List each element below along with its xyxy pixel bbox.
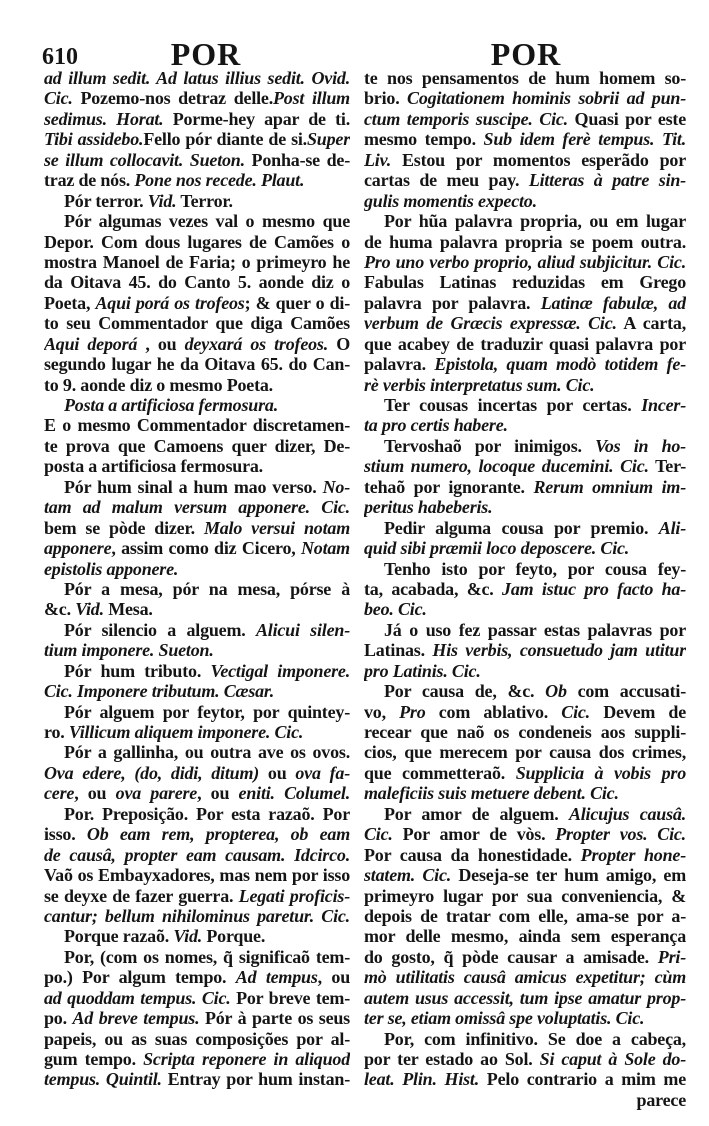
portuguese-text: Ter- (648, 456, 686, 477)
portuguese-text: , ou (74, 783, 116, 804)
portuguese-text: Porque. (202, 926, 266, 947)
latin-italic-text: maleficiis suis metuere debent. Cic. (364, 783, 619, 804)
latin-italic-text: Litteras à patre sin- (528, 170, 686, 191)
latin-italic-text: Supplicia à vobis pro (515, 762, 686, 783)
portuguese-text: brio. (364, 88, 408, 109)
portuguese-text: Terror. (176, 190, 233, 211)
text-line (44, 191, 350, 211)
text-line (364, 170, 686, 190)
text-line (364, 640, 686, 660)
text-line (364, 620, 686, 640)
latin-italic-text: epistolis apponere. (44, 558, 179, 579)
portuguese-text: E o mesmo Commentador discretamen- (44, 415, 350, 436)
text-line (364, 559, 686, 579)
portuguese-text: Pór terror. (64, 190, 148, 211)
text-line (364, 232, 686, 252)
text-line (44, 538, 350, 558)
latin-italic-text: ova parere (115, 783, 198, 804)
text-line (364, 436, 686, 456)
latin-italic-text: Liv. (364, 149, 392, 170)
latin-italic-text: Tibi assidebo. (44, 129, 144, 150)
portuguese-text: Por breve tem- (230, 987, 350, 1008)
portuguese-text: se deyxe de fazer guerra. (44, 885, 239, 906)
latin-italic-text: Cogitationem hominis sobrii ad pun- (407, 88, 686, 109)
portuguese-text: Pór algumas vezes val o mesmo que (64, 211, 350, 232)
portuguese-text: que commetteraõ. (364, 762, 516, 783)
latin-italic-text: rè verbis interpretatus sum. Cic. (364, 374, 595, 395)
portuguese-text: Por causa de, &c. (384, 681, 546, 702)
text-line (44, 559, 350, 579)
text-line (44, 620, 350, 640)
portuguese-text: Deseja-se ter hum amigo, em (451, 865, 686, 886)
text-line (44, 763, 350, 783)
latin-italic-text: pro Latinis. Cic. (364, 660, 481, 681)
portuguese-text: Pór a mesa, pór na mesa, pórse à (64, 578, 350, 599)
portuguese-text: , ou (197, 783, 239, 804)
catchword (364, 1090, 686, 1110)
latin-italic-text: statem. Cic. (364, 865, 452, 886)
portuguese-text: que acabey de traduzir quasi palavra por (364, 333, 686, 354)
text-line (44, 415, 350, 435)
portuguese-text: por ter estado ao Sol. (364, 1049, 540, 1069)
latin-italic-text: Propter vos. Cic. (555, 824, 686, 845)
text-line (364, 947, 686, 967)
portuguese-text: da Oitava 45. do Canto 5. aonde diz o (44, 272, 350, 293)
portuguese-text: posta a artificiosa fermosura. (44, 456, 263, 477)
text-line (364, 722, 686, 742)
text-line (44, 742, 350, 762)
portuguese-text: Por, com infinitivo. Se doe a cabeça, (384, 1028, 686, 1049)
text-line (364, 375, 686, 395)
latin-italic-text: ctum temporis suscipe. Cic. (364, 108, 568, 129)
text-line (364, 824, 686, 844)
text-line (44, 1008, 350, 1028)
portuguese-text: parece (636, 1089, 686, 1110)
portuguese-text: to seu Commentador que diga Camões (44, 313, 350, 334)
text-line (364, 845, 686, 865)
latin-italic-text: His verbis, consuetudo jam utitur (432, 640, 686, 661)
portuguese-text: Fabulas Latinas reduzidas em Grego (364, 272, 686, 293)
latin-italic-text: tium imponere. Sueton. (44, 640, 214, 661)
text-line (44, 109, 350, 129)
text-line (44, 395, 350, 415)
portuguese-text: Já o uso fez passar estas palavras por (384, 619, 686, 640)
portuguese-text: depois de tratar com elle, ama-se por a- (364, 905, 686, 926)
text-line (364, 150, 686, 170)
portuguese-text: com accusati- (566, 681, 686, 702)
portuguese-text: isso. (44, 824, 87, 845)
portuguese-text: Ponha-se de- (244, 149, 350, 170)
portuguese-text: mostra Manoel de Faria; o primeyro he (44, 251, 350, 272)
portuguese-text: te nos pensamentos de hum homem so- (364, 68, 686, 88)
portuguese-text: ta, acabada, &c. (364, 578, 503, 599)
text-line (44, 68, 350, 88)
text-line (364, 518, 686, 538)
text-line (44, 702, 350, 722)
latin-italic-text: Malo versui notam (203, 517, 350, 538)
portuguese-text: com ablativo. (425, 701, 562, 722)
portuguese-text: Quasi por este (567, 108, 686, 129)
portuguese-text: Porme-hey apar de ti. (163, 108, 350, 129)
latin-italic-text: Posta a artificiosa fermosura. (64, 395, 279, 415)
text-line (44, 1069, 350, 1089)
text-line (44, 640, 350, 660)
text-line (364, 1008, 686, 1028)
latin-italic-text: deyxará os trofeos. (184, 333, 329, 354)
latin-italic-text: Pro uno verbo proprio, aliud subjicitur. Cic. (364, 251, 686, 272)
portuguese-text: papeis, ou as suas composições por al- (44, 1028, 350, 1049)
text-line (364, 988, 686, 1008)
latin-italic-text: Jam istuc pro facto ha- (502, 578, 686, 599)
running-head-right: POR (490, 36, 562, 72)
portuguese-text: po. (44, 1008, 73, 1029)
text-line (44, 783, 350, 803)
text-line (44, 865, 350, 885)
text-line (364, 702, 686, 722)
latin-italic-text: ter se, etiam omissâ spe voluptatis. Cic. (364, 1008, 645, 1029)
text-line (44, 681, 350, 701)
portuguese-text: cartas de meu pay. (364, 170, 529, 191)
text-line (364, 804, 686, 824)
text-line (364, 456, 686, 476)
latin-italic-text: ova fa- (295, 762, 350, 783)
latin-italic-text: Cic. (364, 824, 393, 845)
portuguese-text: , ou (317, 967, 350, 988)
portuguese-text: Depor. Com dous lugares de Camões o (44, 231, 350, 252)
latin-italic-text: ad quoddam tempus. Cic. (44, 987, 231, 1008)
text-line (44, 947, 350, 967)
portuguese-text: Mesa. (103, 599, 153, 620)
portuguese-text: Por. Preposição. Por esta razaõ. Por (64, 803, 350, 824)
portuguese-text: Pór a gallinha, ou outra ave os ovos. (64, 742, 350, 763)
latin-italic-text: Pri- (657, 946, 686, 967)
portuguese-text: ro. (44, 722, 69, 742)
portuguese-text: Por amor de vòs. (392, 824, 556, 845)
portuguese-text: Pelo contrario a mim me (479, 1069, 686, 1090)
latin-italic-text: ta pro certis habere. (364, 415, 508, 436)
text-line (44, 804, 350, 824)
latin-italic-text: autem usus accessit, tum ipse amatur prop- (364, 987, 686, 1008)
portuguese-text: palavra. (364, 354, 435, 375)
portuguese-text: A carta, (616, 313, 686, 334)
text-line (44, 150, 350, 170)
portuguese-text: Pór silencio a alguem. (64, 619, 256, 640)
latin-italic-text: tam ad malum versum apponere. Cic. (44, 497, 350, 518)
text-line (364, 865, 686, 885)
latin-italic-text: Si caput à Sole do- (539, 1049, 686, 1069)
text-line (364, 191, 686, 211)
latin-italic-text: se illum collocavit. Sueton. (44, 149, 245, 170)
text-line (364, 886, 686, 906)
text-line (364, 293, 686, 313)
latin-italic-text: Epistola, quam modò totidem fe- (434, 354, 686, 375)
latin-italic-text: Ova edere, (do, didi, ditum) (44, 762, 260, 783)
text-line (44, 293, 350, 313)
text-line (364, 599, 686, 619)
text-line (364, 1069, 686, 1089)
latin-italic-text: Notam (300, 538, 350, 559)
text-line (364, 354, 686, 374)
portuguese-text: Por, (com os nomes, q̃ significaõ tem- (64, 946, 350, 967)
portuguese-text: mesmo tempo. (364, 129, 484, 150)
portuguese-text: Pedir alguma cousa por premio. (384, 517, 659, 538)
latin-italic-text: Ob (545, 681, 567, 702)
latin-italic-text: tempus. Quintil. (44, 1069, 162, 1090)
text-line (44, 334, 350, 354)
portuguese-text: Fello pór diante de si. (143, 129, 307, 150)
text-line (364, 1049, 686, 1069)
text-line (364, 109, 686, 129)
text-line (364, 681, 686, 701)
text-line (364, 906, 686, 926)
portuguese-text: Pór hum sinal a hum mao verso. (64, 476, 323, 497)
page-number: 610 (42, 44, 78, 70)
portuguese-text: Pór alguem por feytor, por quintey- (64, 701, 350, 722)
portuguese-text: Por causa da honestidade. (364, 844, 581, 865)
text-line (44, 886, 350, 906)
text-line (44, 518, 350, 538)
text-line (364, 415, 686, 435)
latin-italic-text: Vid. (147, 190, 177, 211)
portuguese-text: po.) Por algum tempo. (44, 967, 236, 988)
portuguese-text: Porque razaõ. (64, 926, 174, 947)
latin-italic-text: beo. Cic. (364, 599, 427, 620)
portuguese-text: to 9. aonde diz o mesmo Poeta. (44, 374, 273, 395)
text-line (44, 967, 350, 987)
text-line (44, 824, 350, 844)
portuguese-text: Vaõ os Embayxadores, mas nem por isso (44, 865, 350, 886)
text-line (44, 354, 350, 374)
portuguese-text: traz de nós. (44, 170, 135, 191)
text-line (44, 313, 350, 333)
latin-italic-text: Sub idem ferè tempus. Tit. (483, 129, 686, 150)
portuguese-text: vo, (364, 701, 400, 722)
text-line (44, 170, 350, 190)
portuguese-text: cios, que merecem por causa dos crimes, (364, 742, 686, 763)
text-line (364, 742, 686, 762)
portuguese-text: Estou por momentos esperãdo por (391, 149, 686, 170)
portuguese-text: Por hũa palavra propria, ou em lugar (384, 211, 686, 232)
running-head-left: POR (170, 36, 242, 72)
latin-italic-text: Super (306, 129, 350, 150)
portuguese-text: Devem de (589, 701, 686, 722)
text-line (44, 497, 350, 517)
text-line (44, 722, 350, 742)
latin-italic-text: mò utilitatis causâ amicus expetitur; cùm (364, 967, 686, 988)
latin-italic-text: Ali- (658, 517, 686, 538)
left-column (44, 68, 350, 1090)
text-line (44, 579, 350, 599)
text-line (364, 211, 686, 231)
text-line (364, 252, 686, 272)
latin-italic-text: Pone nos recede. Plaut. (134, 170, 305, 191)
portuguese-text: Pozemo-nos detraz delle. (72, 88, 274, 109)
text-line (364, 967, 686, 987)
text-line (44, 1049, 350, 1069)
portuguese-text: Poeta, (44, 292, 96, 313)
text-line (44, 436, 350, 456)
latin-italic-text: Ad breve tempus. (72, 1008, 200, 1029)
text-line (364, 661, 686, 681)
portuguese-text: Por amor de alguem. (384, 803, 569, 824)
portuguese-text: recear que naõ os condeneis aos suppli- (364, 722, 686, 742)
portuguese-text: tehaõ por ignorante. (364, 476, 534, 497)
latin-italic-text: Cic. (44, 88, 73, 109)
latin-italic-text: Vid. (75, 599, 104, 620)
text-line (364, 579, 686, 599)
portuguese-text: palavra por palavra. (364, 292, 541, 313)
text-line (44, 232, 350, 252)
text-line (364, 497, 686, 517)
latin-italic-text: quid sibi præmii loco deposcere. Cic. (364, 538, 630, 559)
text-line (364, 926, 686, 946)
text-line (44, 599, 350, 619)
text-line (364, 395, 686, 415)
portuguese-text: Tenho isto por feyto, por cousa fey- (384, 558, 686, 579)
portuguese-text: do gosto, q̃ pòde causar a amisade. (364, 946, 658, 967)
portuguese-text: gum tempo. (44, 1049, 144, 1069)
portuguese-text: de huma palavra propria se poem outra. (364, 231, 686, 252)
latin-italic-text: Ad tempus (235, 967, 318, 988)
latin-italic-text: stium numero, locoque ducemini. Cic. (364, 456, 649, 477)
portuguese-text: te prova que Camoens quer dizer, De- (44, 435, 350, 456)
text-line (364, 313, 686, 333)
text-line (364, 763, 686, 783)
latin-italic-text: Post illum (273, 88, 350, 109)
text-line (44, 988, 350, 1008)
text-line (364, 68, 686, 88)
latin-italic-text: Vos in ho- (595, 435, 686, 456)
latin-italic-text: apponere (44, 538, 112, 559)
text-line (44, 926, 350, 946)
latin-italic-text: peritus habeberis. (364, 497, 493, 518)
text-line (364, 88, 686, 108)
portuguese-text: ou (259, 762, 296, 783)
latin-italic-text: Cic. Imponere tributum. Cæsar. (44, 681, 275, 702)
portuguese-text: Tervoshaõ por inimigos. (384, 435, 596, 456)
right-column (364, 68, 686, 1110)
latin-italic-text: Scripta reponere in aliquod (143, 1049, 350, 1069)
text-line (364, 272, 686, 292)
portuguese-text: Ter cousas incertas por certas. (384, 395, 642, 415)
latin-italic-text: cere (44, 783, 75, 804)
portuguese-text: , ou (137, 333, 185, 354)
latin-italic-text: Vectigal imponere. (210, 660, 350, 681)
text-line (364, 783, 686, 803)
portuguese-text: Pór hum tributo. (64, 660, 211, 681)
portuguese-text: ; & quer o di- (244, 292, 350, 313)
text-line (364, 1029, 686, 1049)
text-line (364, 477, 686, 497)
text-line (44, 845, 350, 865)
text-line (44, 456, 350, 476)
latin-italic-text: sedimus. Horat. (44, 108, 164, 129)
portuguese-text: Latinas. (364, 640, 433, 661)
text-line (364, 538, 686, 558)
portuguese-text: primeyro lugar por sua conveniencia, & (364, 885, 686, 906)
latin-italic-text: Vid. (173, 926, 203, 947)
portuguese-text: O (328, 333, 350, 354)
latin-italic-text: Aqui porá os trofeos (95, 292, 245, 313)
portuguese-text: &c. (44, 599, 76, 620)
latin-italic-text: Rerum omnium im- (533, 476, 686, 497)
latin-italic-text: Aqui deporá (44, 333, 138, 354)
latin-italic-text: Cic. (561, 701, 590, 722)
latin-italic-text: Latinæ fabulæ, ad (540, 292, 686, 313)
latin-italic-text: Incer- (641, 395, 686, 415)
portuguese-text: bem se pòde dizer. (44, 517, 204, 538)
text-line (364, 129, 686, 149)
latin-italic-text: Villicum aliquem imponere. Cic. (68, 722, 304, 742)
text-line (44, 211, 350, 231)
latin-italic-text: verbum de Græcis expressæ. Cic. (364, 313, 617, 334)
text-line (44, 906, 350, 926)
text-line (44, 129, 350, 149)
portuguese-text: mor delle mesmo, ainda sem esperança (364, 926, 686, 947)
latin-italic-text: eniti. Columel. (238, 783, 350, 804)
text-line (364, 334, 686, 354)
latin-italic-text: Alicujus causâ. (568, 803, 686, 824)
latin-italic-text: Ob eam rem, propterea, ob eam (86, 824, 350, 845)
portuguese-text: Entray por hum instan- (161, 1069, 350, 1090)
portuguese-text: segundo lugar he da Oitava 65. do Can- (44, 354, 350, 375)
latin-italic-text: de causâ, propter eam causam. Idcirco. (44, 844, 350, 865)
portuguese-text: , assim como diz Cicero, (111, 538, 301, 559)
latin-italic-text: No- (322, 476, 350, 497)
latin-italic-text: leat. Plin. Hist. (364, 1069, 480, 1090)
latin-italic-text: cantur; bellum nihilominus paretur. Cic. (44, 905, 350, 926)
portuguese-text: Pór à parte os seus (199, 1008, 350, 1029)
text-line (44, 272, 350, 292)
text-line (44, 661, 350, 681)
latin-italic-text: Pro (399, 701, 426, 722)
latin-italic-text: Propter hone- (580, 844, 686, 865)
latin-italic-text: gulis momentis expecto. (364, 190, 537, 211)
text-line (44, 375, 350, 395)
latin-italic-text: Alicui silen- (255, 619, 350, 640)
latin-italic-text: Legati proficis- (238, 885, 350, 906)
latin-italic-text: ad illum sedit. Ad latus illius sedit. Ovid. (44, 68, 350, 88)
text-line (44, 88, 350, 108)
text-line (44, 1029, 350, 1049)
text-line (44, 477, 350, 497)
text-line (44, 252, 350, 272)
